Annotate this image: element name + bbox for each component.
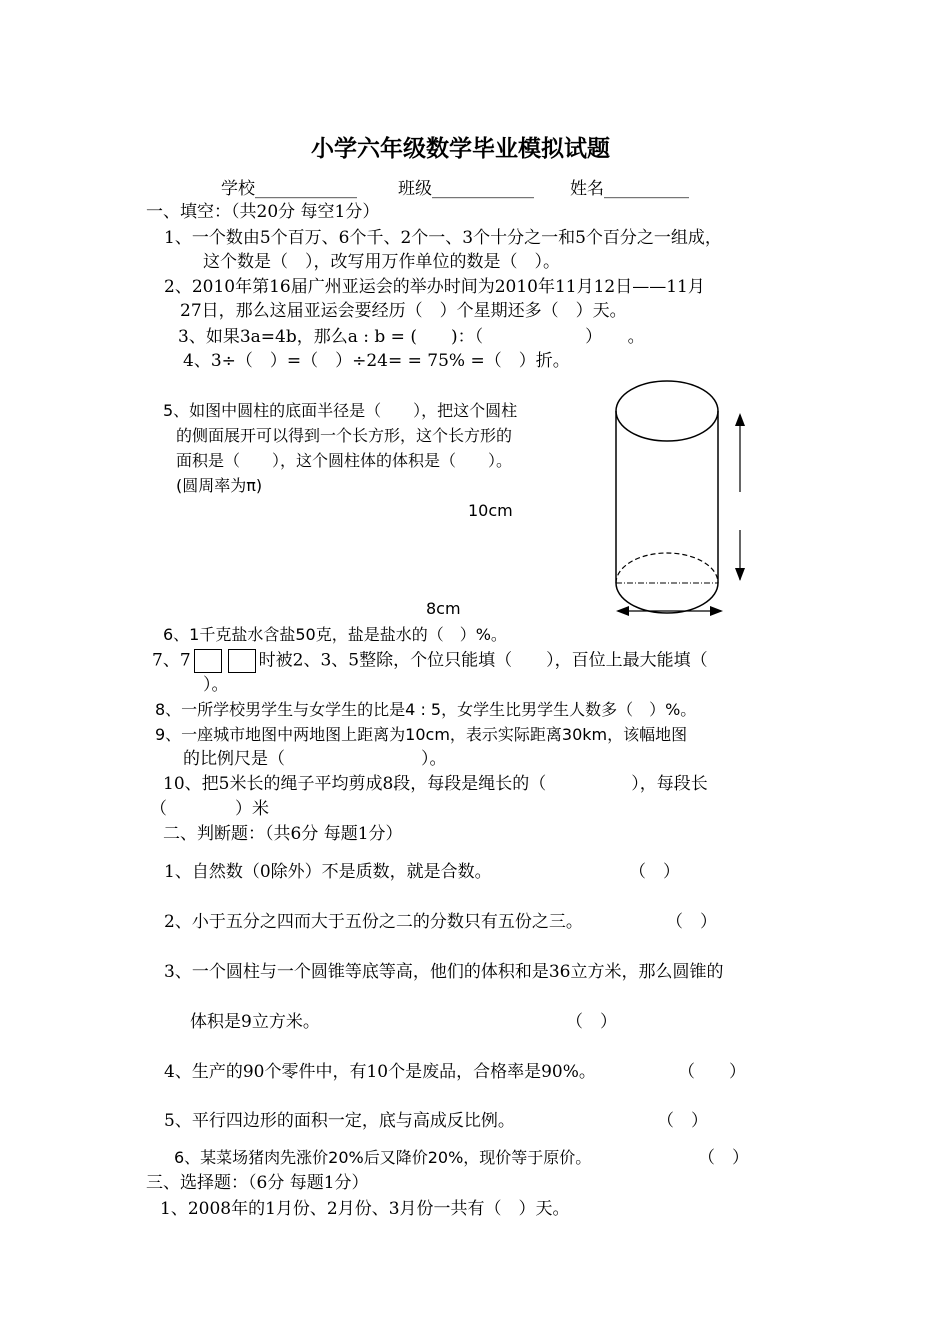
judge-question-4: 4、生产的90个零件中，有10个是废品，合格率是90%。 (164, 1062, 596, 1082)
judge-question-3: 3、一个圆柱与一个圆锥等底等高，他们的体积和是36立方米，那么圆锥的 (164, 962, 724, 982)
fill-question-6: 6、1千克盐水含盐50克，盐是盐水的（ ）%。 (163, 625, 507, 644)
fill-question-7 (152, 649, 708, 673)
page-title: 小学六年级数学毕业模拟试题 (311, 135, 610, 162)
section2-heading: 二、判断题：（共6分 每题1分） (163, 824, 403, 844)
digit-box-hundreds[interactable] (194, 649, 222, 673)
fill-question-2: 2、2010年第16届广州亚运会的举办时间为2010年11月12日——11月 (164, 277, 705, 297)
judge-answer-1[interactable]: （ ） (629, 862, 680, 882)
figure-width-label: 8cm (426, 599, 461, 618)
class-field[interactable]: 班级____________ (398, 179, 534, 199)
fill-question-8: 8、一所学校男学生与女学生的比是4 : 5，女学生比男学生人数多（ ）%。 (155, 700, 697, 719)
judge-answer-5[interactable]: （ ） (657, 1111, 708, 1131)
judge-question-3-cont: 体积是9立方米。 (190, 1012, 320, 1032)
judge-answer-6[interactable]: （ ） (698, 1148, 749, 1168)
fill-question-9-cont: 的比例尺是（ ）。 (183, 749, 447, 769)
fill-question-10: 10、把5米长的绳子平均剪成8段，每段是绳长的（ ），每段长 (163, 774, 708, 794)
fill-question-10-cont: （ ）米 (150, 799, 269, 819)
name-field[interactable]: 姓名__________ (570, 179, 689, 199)
cylinder-figure (600, 380, 760, 620)
fill-question-1: 1、一个数由5个百万、6个千、2个一、3个十分之一和5个百分之一组成， (164, 228, 722, 248)
fill-question-2-cont: 27日，那么这届亚运会要经历（ ）个星期还多（ ）天。 (180, 301, 627, 321)
judge-answer-2[interactable]: （ ） (666, 912, 717, 932)
fill-question-5-note: (圆周率为π) (176, 476, 263, 495)
fill-question-3: 3、如果3a=4b，那么a : b = ( )：（ ） 。 (178, 327, 645, 347)
school-field[interactable]: 学校____________ (221, 179, 357, 199)
judge-answer-3[interactable]: （ ） (566, 1012, 617, 1032)
choice-question-1: 1、2008年的1月份、2月份、3月份一共有（ ）天。 (160, 1199, 570, 1219)
fill-question-4: 4、3÷（ ）=（ ）÷24= = 75% =（ ）折。 (183, 351, 570, 371)
judge-question-1: 1、自然数（0除外）不是质数，就是合数。 (164, 862, 492, 882)
fill-question-7-cont: ）。 (203, 675, 229, 695)
judge-question-5: 5、平行四边形的面积一定，底与高成反比例。 (164, 1111, 515, 1131)
judge-answer-4[interactable]: （ ） (678, 1062, 746, 1082)
judge-question-6: 6、某菜场猪肉先涨价20%后又降价20%，现价等于原价。 (174, 1148, 592, 1167)
fill-question-5: 5、如图中圆柱的底面半径是（ ），把这个圆柱 (163, 401, 518, 420)
q7-prefix: 7、7 (152, 650, 191, 671)
fill-question-9: 9、一座城市地图中两地图上距离为10cm，表示实际距离30km，该幅地图 (155, 725, 688, 744)
fill-question-5-cont2: 面积是（ ），这个圆柱体的体积是（ ）。 (176, 451, 513, 470)
judge-question-2: 2、小于五分之四而大于五份之二的分数只有五份之三。 (164, 912, 583, 932)
figure-height-label: 10cm (468, 501, 513, 520)
fill-question-1-cont: 这个数是（ ），改写用万作单位的数是（ ）。 (203, 252, 560, 272)
fill-question-5-cont1: 的侧面展开可以得到一个长方形，这个长方形的 (176, 426, 513, 445)
section3-heading: 三、选择题：（6分 每题1分） (146, 1173, 369, 1193)
digit-box-ones[interactable] (228, 649, 256, 673)
q7-suffix: 时被2、3、5整除，个位只能填（ ），百位上最大能填（ (258, 650, 708, 671)
section1-heading: 一、填空：（共20分 每空1分） (146, 202, 380, 222)
